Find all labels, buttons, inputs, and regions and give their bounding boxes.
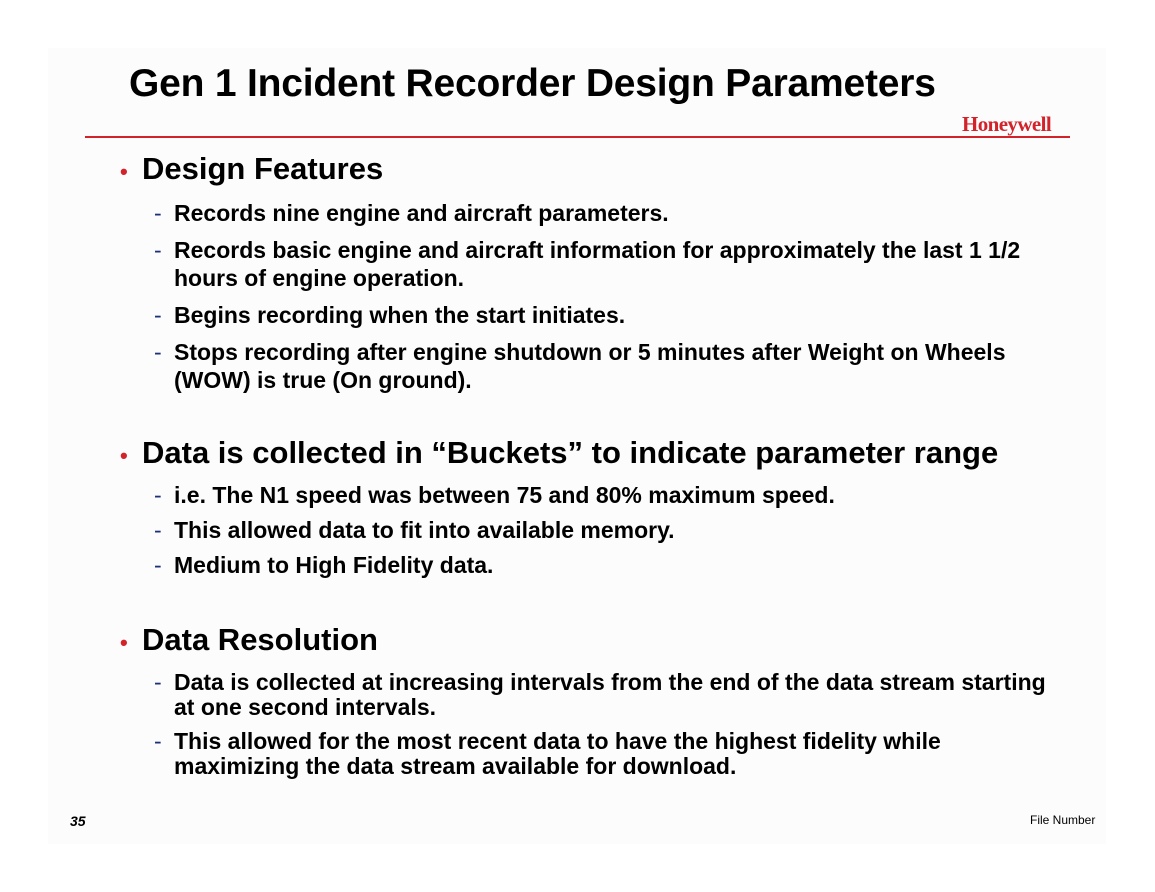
dash-icon: - [154, 669, 162, 695]
slide-title: Gen 1 Incident Recorder Design Parameters [129, 62, 936, 105]
section-heading: Design Features [142, 151, 384, 186]
bullet-dot-icon: • [120, 159, 128, 184]
bullet-heading [120, 150, 1060, 190]
honeywell-logo: Honeywell [962, 112, 1052, 136]
dash-icon: - [154, 728, 162, 754]
sub-bullet [154, 338, 1060, 394]
sub-bullet-text: Data is collected at increasing intervals from the end of the data stream starting at one second intervals. [174, 669, 1046, 720]
page-number: 35 [70, 813, 86, 829]
bullet-heading [120, 621, 1060, 661]
dash-icon: - [154, 339, 162, 365]
dash-icon: - [154, 482, 162, 508]
sub-bullet [154, 199, 1060, 227]
section-heading: Data is collected in “Buckets” to indicate parameter range [142, 435, 999, 470]
file-number-label: File Number [1030, 813, 1096, 827]
sub-bullet [154, 301, 1060, 329]
sub-bullet [154, 729, 1060, 779]
bullet-heading [120, 434, 1060, 474]
dash-icon: - [154, 302, 162, 328]
sub-bullet-text: Stops recording after engine shutdown or 5 minutes after Weight on Wheels (WOW) is true (On ground). [174, 339, 1006, 393]
bullet-dot-icon: • [120, 630, 128, 655]
dash-icon: - [154, 200, 162, 226]
sub-bullet-text: Records nine engine and aircraft parameters. [174, 200, 669, 226]
sub-bullet-text: Records basic engine and aircraft information for approximately the last 1 1/2 hours of engine operation. [174, 237, 1021, 291]
section-heading: Data Resolution [142, 622, 378, 657]
section-buckets [120, 434, 1060, 579]
title-divider [85, 136, 1070, 138]
bullet-dot-icon: • [120, 443, 128, 468]
sub-bullet-text: Begins recording when the start initiates. [174, 302, 626, 328]
section-data-resolution [120, 621, 1060, 779]
sub-bullet [154, 670, 1060, 720]
section-design-features [120, 150, 1060, 394]
sub-bullet-text: Medium to High Fidelity data. [174, 552, 494, 578]
dash-icon: - [154, 517, 162, 543]
sub-bullet [154, 481, 1060, 509]
dash-icon: - [154, 237, 162, 263]
sub-bullet [154, 236, 1060, 292]
sub-bullet [154, 551, 1060, 579]
sub-bullet [154, 516, 1060, 544]
slide-content [120, 150, 1060, 779]
sub-bullet-text: This allowed data to fit into available memory. [174, 517, 675, 543]
sub-bullet-text: i.e. The N1 speed was between 75 and 80% maximum speed. [174, 482, 835, 508]
sub-bullet-text: This allowed for the most recent data to have the highest fidelity while maximizing the data stream available for download. [174, 728, 941, 779]
dash-icon: - [154, 552, 162, 578]
